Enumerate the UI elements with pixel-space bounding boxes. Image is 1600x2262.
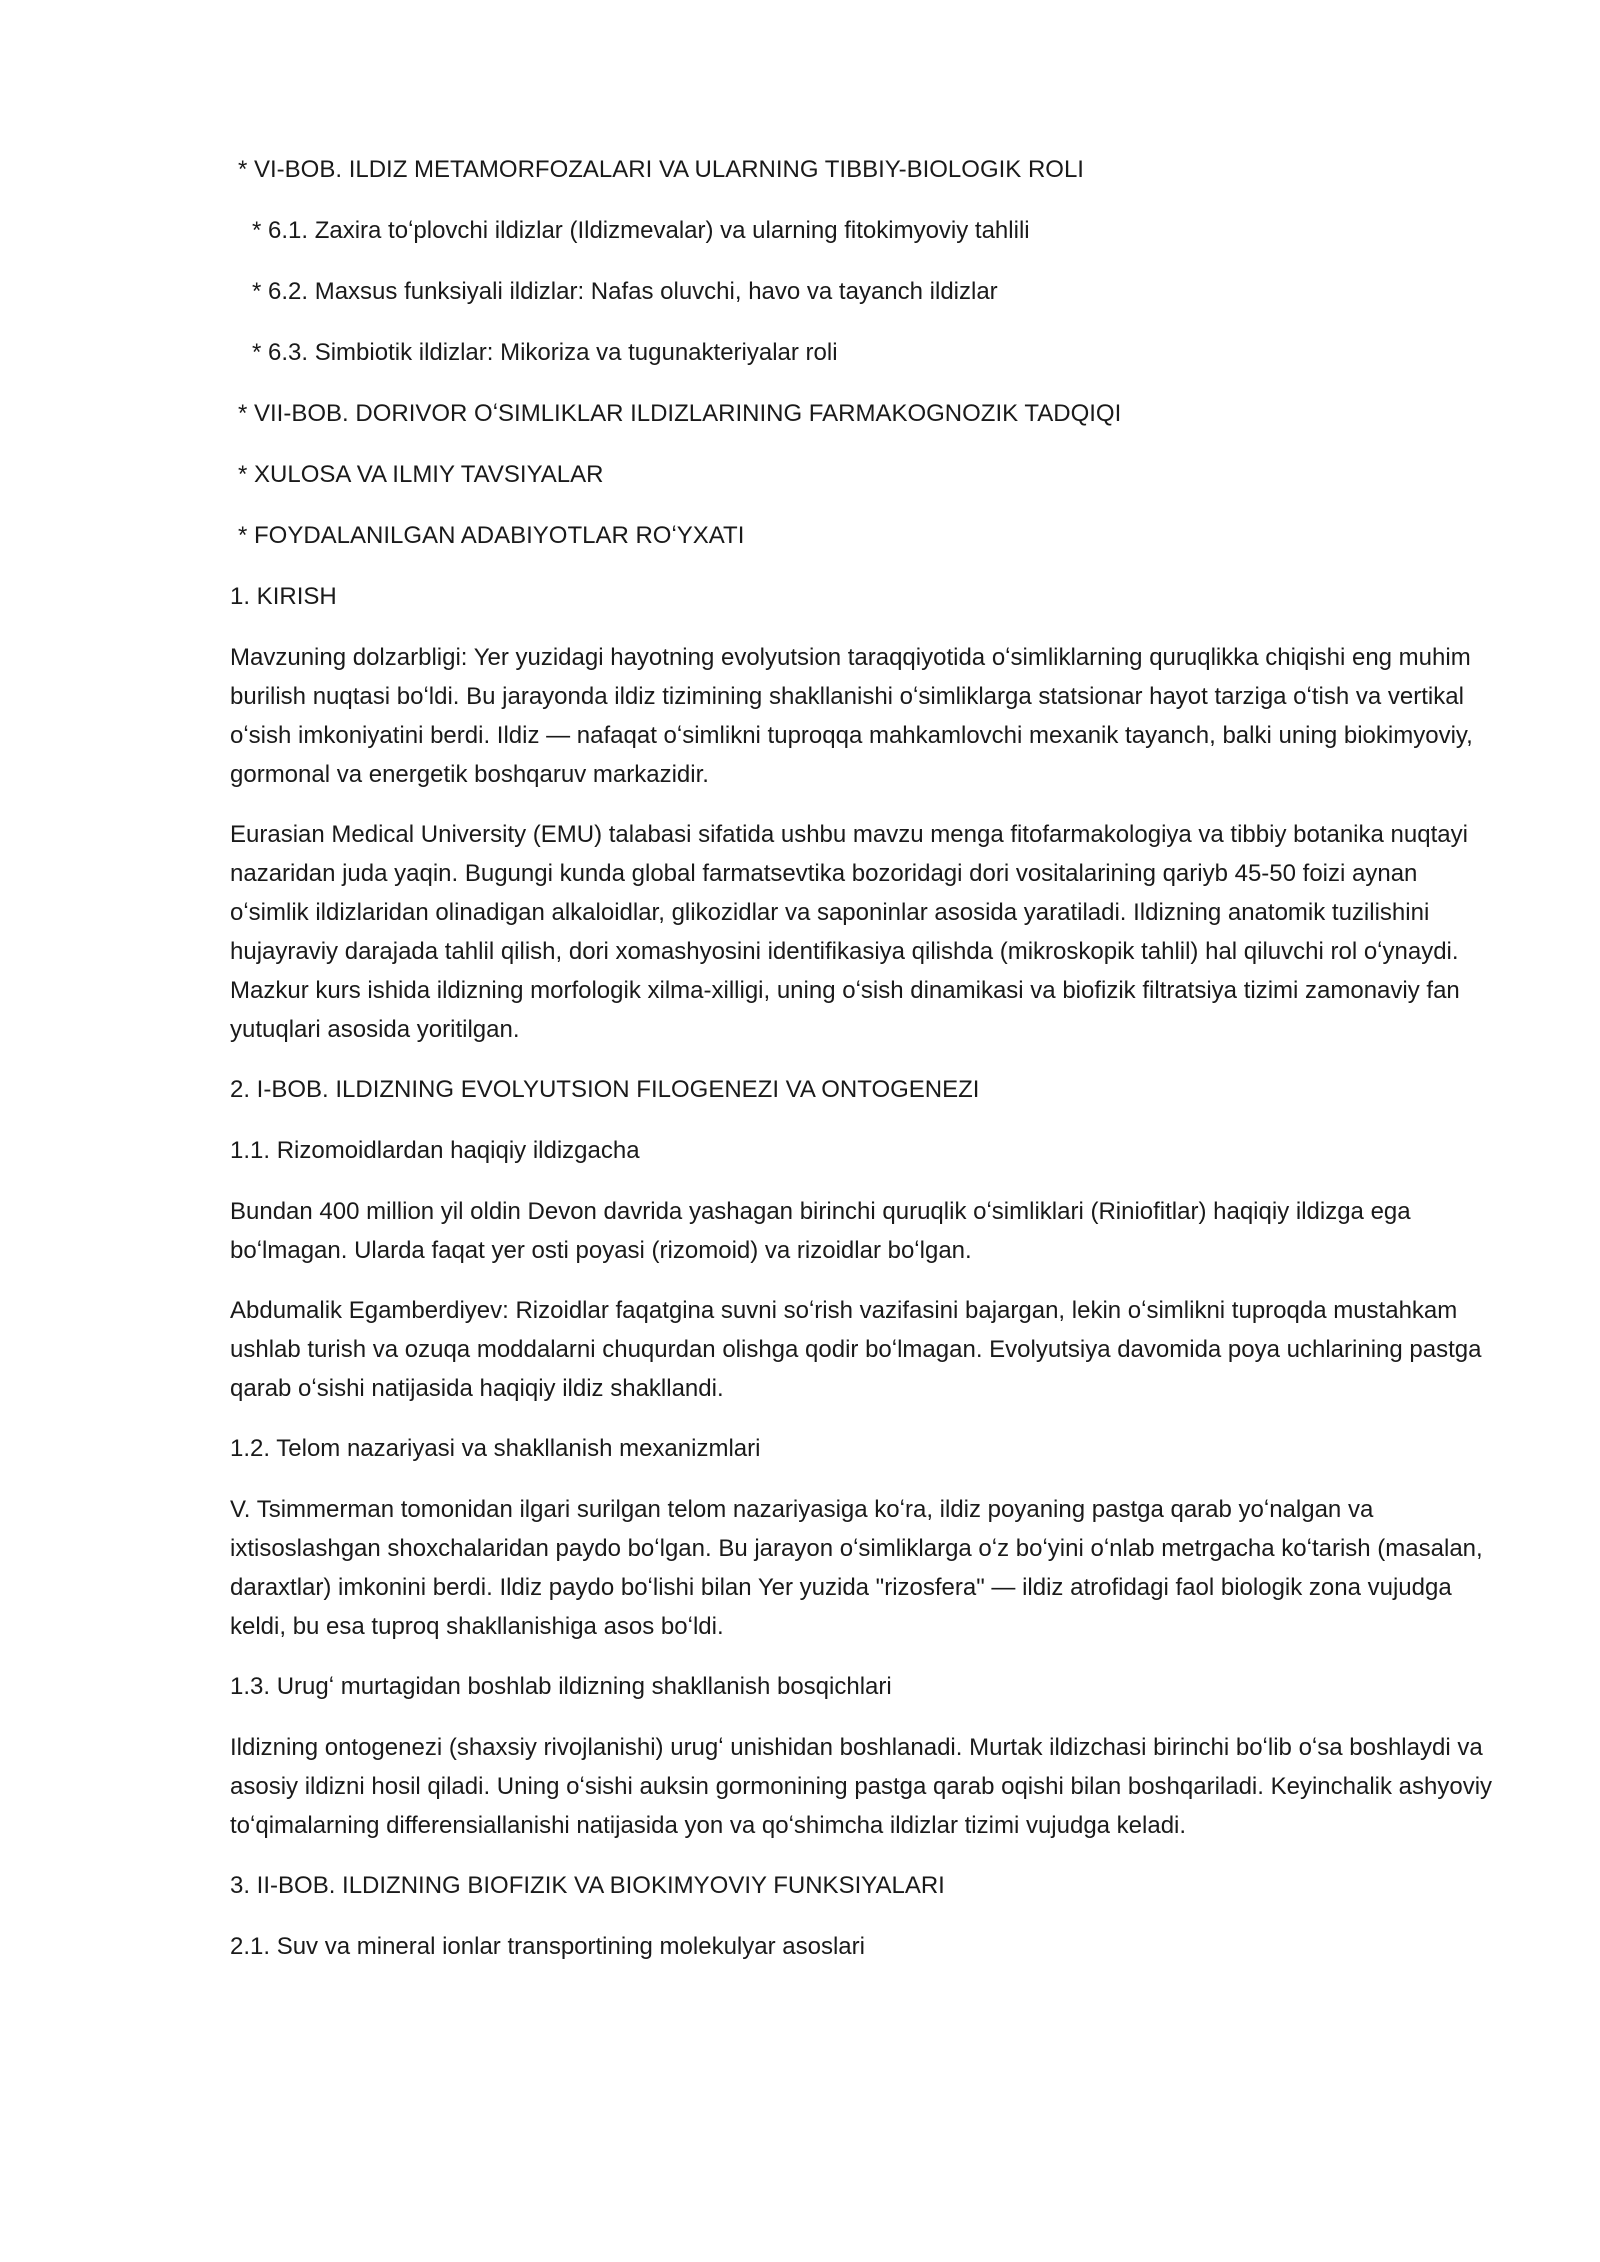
toc-item: * FOYDALANILGAN ADABIYOTLAR ROʻYXATI xyxy=(238,522,745,549)
subsection-heading-1-3: 1.3. Urugʻ murtagidan boshlab ildizning shakllanish bosqichlari xyxy=(230,1673,892,1700)
chapter-heading-1: 2. I-BOB. ILDIZNING EVOLYUTSION FILOGENEZI VA ONTOGENEZI xyxy=(230,1076,980,1103)
paragraph: V. Tsimmerman tomonidan ilgari surilgan telom nazariyasiga koʻra, ildiz poyaning pastga qarab yoʻnalgan va ixtisoslashgan shoxchalaridan paydo boʻlgan. Bu jarayon oʻsimliklarga oʻz boʻyini oʻnlab metrgacha koʻtarish (masalan, daraxtlar) imkonini berdi. Ildiz paydo boʻlishi bilan Yer yuzida "rizosfera" — ildiz atrofidagi faol biologik zona vujudga keldi, bu esa tuproq shakllanishiga asos boʻldi. xyxy=(230,1496,1483,1640)
toc-item: * VII-BOB. DORIVOR OʻSIMLIKLAR ILDIZLARINING FARMAKOGNOZIK TADQIQI xyxy=(238,400,1122,427)
subsection-heading-2-1: 2.1. Suv va mineral ionlar transportining molekulyar asoslari xyxy=(230,1933,865,1960)
toc-item: * XULOSA VA ILMIY TAVSIYALAR xyxy=(238,461,604,488)
paragraph: Ildizning ontogenezi (shaxsiy rivojlanishi) urugʻ unishidan boshlanadi. Murtak ildizchasi birinchi boʻlib oʻsa boshlaydi va asosiy ildizni hosil qiladi. Uning oʻsishi auksin gormonining pastga qarab oqishi bilan boshqariladi. Keyinchalik ashyoviy toʻqimalarning differensiallanishi natijasida yon va qoʻshimcha ildizlar tizimi vujudga keladi. xyxy=(230,1734,1493,1839)
paragraph: Abdumalik Egamberdiyev: Rizoidlar faqatgina suvni soʻrish vazifasini bajargan, lekin oʻsimlikni tuproqda mustahkam ushlab turish va ozuqa moddalarni chuqurdan olishga qodir boʻlmagan. Evolyutsiya davomida poya uchlarining pastga qarab oʻsishi natijasida haqiqiy ildiz shakllandi. xyxy=(230,1297,1482,1402)
section-heading-kirish: 1. KIRISH xyxy=(230,583,337,610)
paragraph: Eurasian Medical University (EMU) talabasi sifatida ushbu mavzu menga fitofarmakologiya va tibbiy botanika nuqtayi nazaridan juda yaqin. Bugungi kunda global farmatsevtika bozoridagi dori vositalarining qariyb 45-50 foizi aynan oʻsimlik ildizlaridan olinadigan alkaloidlar, glikozidlar va saponinlar asosida yaratiladi. Ildizning anatomik tuzilishini hujayraviy darajada tahlil qilish, dori xomashyosini identifikasiya qilishda (mikroskopik tahlil) hal qiluvchi rol oʻynaydi. Mazkur kurs ishida ildizning morfologik xilma-xilligi, uning oʻsish dinamikasi va biofizik filtratsiya tizimi zamonaviy fan yutuqlari asosida yoritilgan. xyxy=(230,821,1468,1043)
chapter-heading-2: 3. II-BOB. ILDIZNING BIOFIZIK VA BIOKIMYOVIY FUNKSIYALARI xyxy=(230,1872,945,1899)
document-page xyxy=(230,150,1500,1988)
toc-item: * 6.3. Simbiotik ildizlar: Mikoriza va tugunakteriyalar roli xyxy=(252,339,838,366)
table-of-contents xyxy=(230,150,1500,556)
paragraph: Bundan 400 million yil oldin Devon davrida yashagan birinchi quruqlik oʻsimliklari (Riniofitlar) haqiqiy ildizga ega boʻlmagan. Ularda faqat yer osti poyasi (rizomoid) va rizoidlar boʻlgan. xyxy=(230,1198,1411,1264)
subsection-heading-1-1: 1.1. Rizomoidlardan haqiqiy ildizgacha xyxy=(230,1137,640,1164)
toc-item: * 6.1. Zaxira toʻplovchi ildizlar (Ildizmevalar) va ularning fitokimyoviy tahlili xyxy=(252,217,1030,244)
subsection-heading-1-2: 1.2. Telom nazariyasi va shakllanish mexanizmlari xyxy=(230,1435,761,1462)
paragraph: Mavzuning dolzarbligi: Yer yuzidagi hayotning evolyutsion taraqqiyotida oʻsimliklarning quruqlikka chiqishi eng muhim burilish nuqtasi boʻldi. Bu jarayonda ildiz tizimining shakllanishi oʻsimliklarga statsionar hayot tarziga oʻtish va vertikal oʻsish imkoniyatini berdi. Ildiz — nafaqat oʻsimlikni tuproqqa mahkamlovchi mexanik tayanch, balki uning biokimyoviy, gormonal va energetik boshqaruv markazidir. xyxy=(230,644,1473,788)
toc-item: * VI-BOB. ILDIZ METAMORFOZALARI VA ULARNING TIBBIY-BIOLOGIK ROLI xyxy=(238,156,1084,183)
toc-item: * 6.2. Maxsus funksiyali ildizlar: Nafas oluvchi, havo va tayanch ildizlar xyxy=(252,278,998,305)
